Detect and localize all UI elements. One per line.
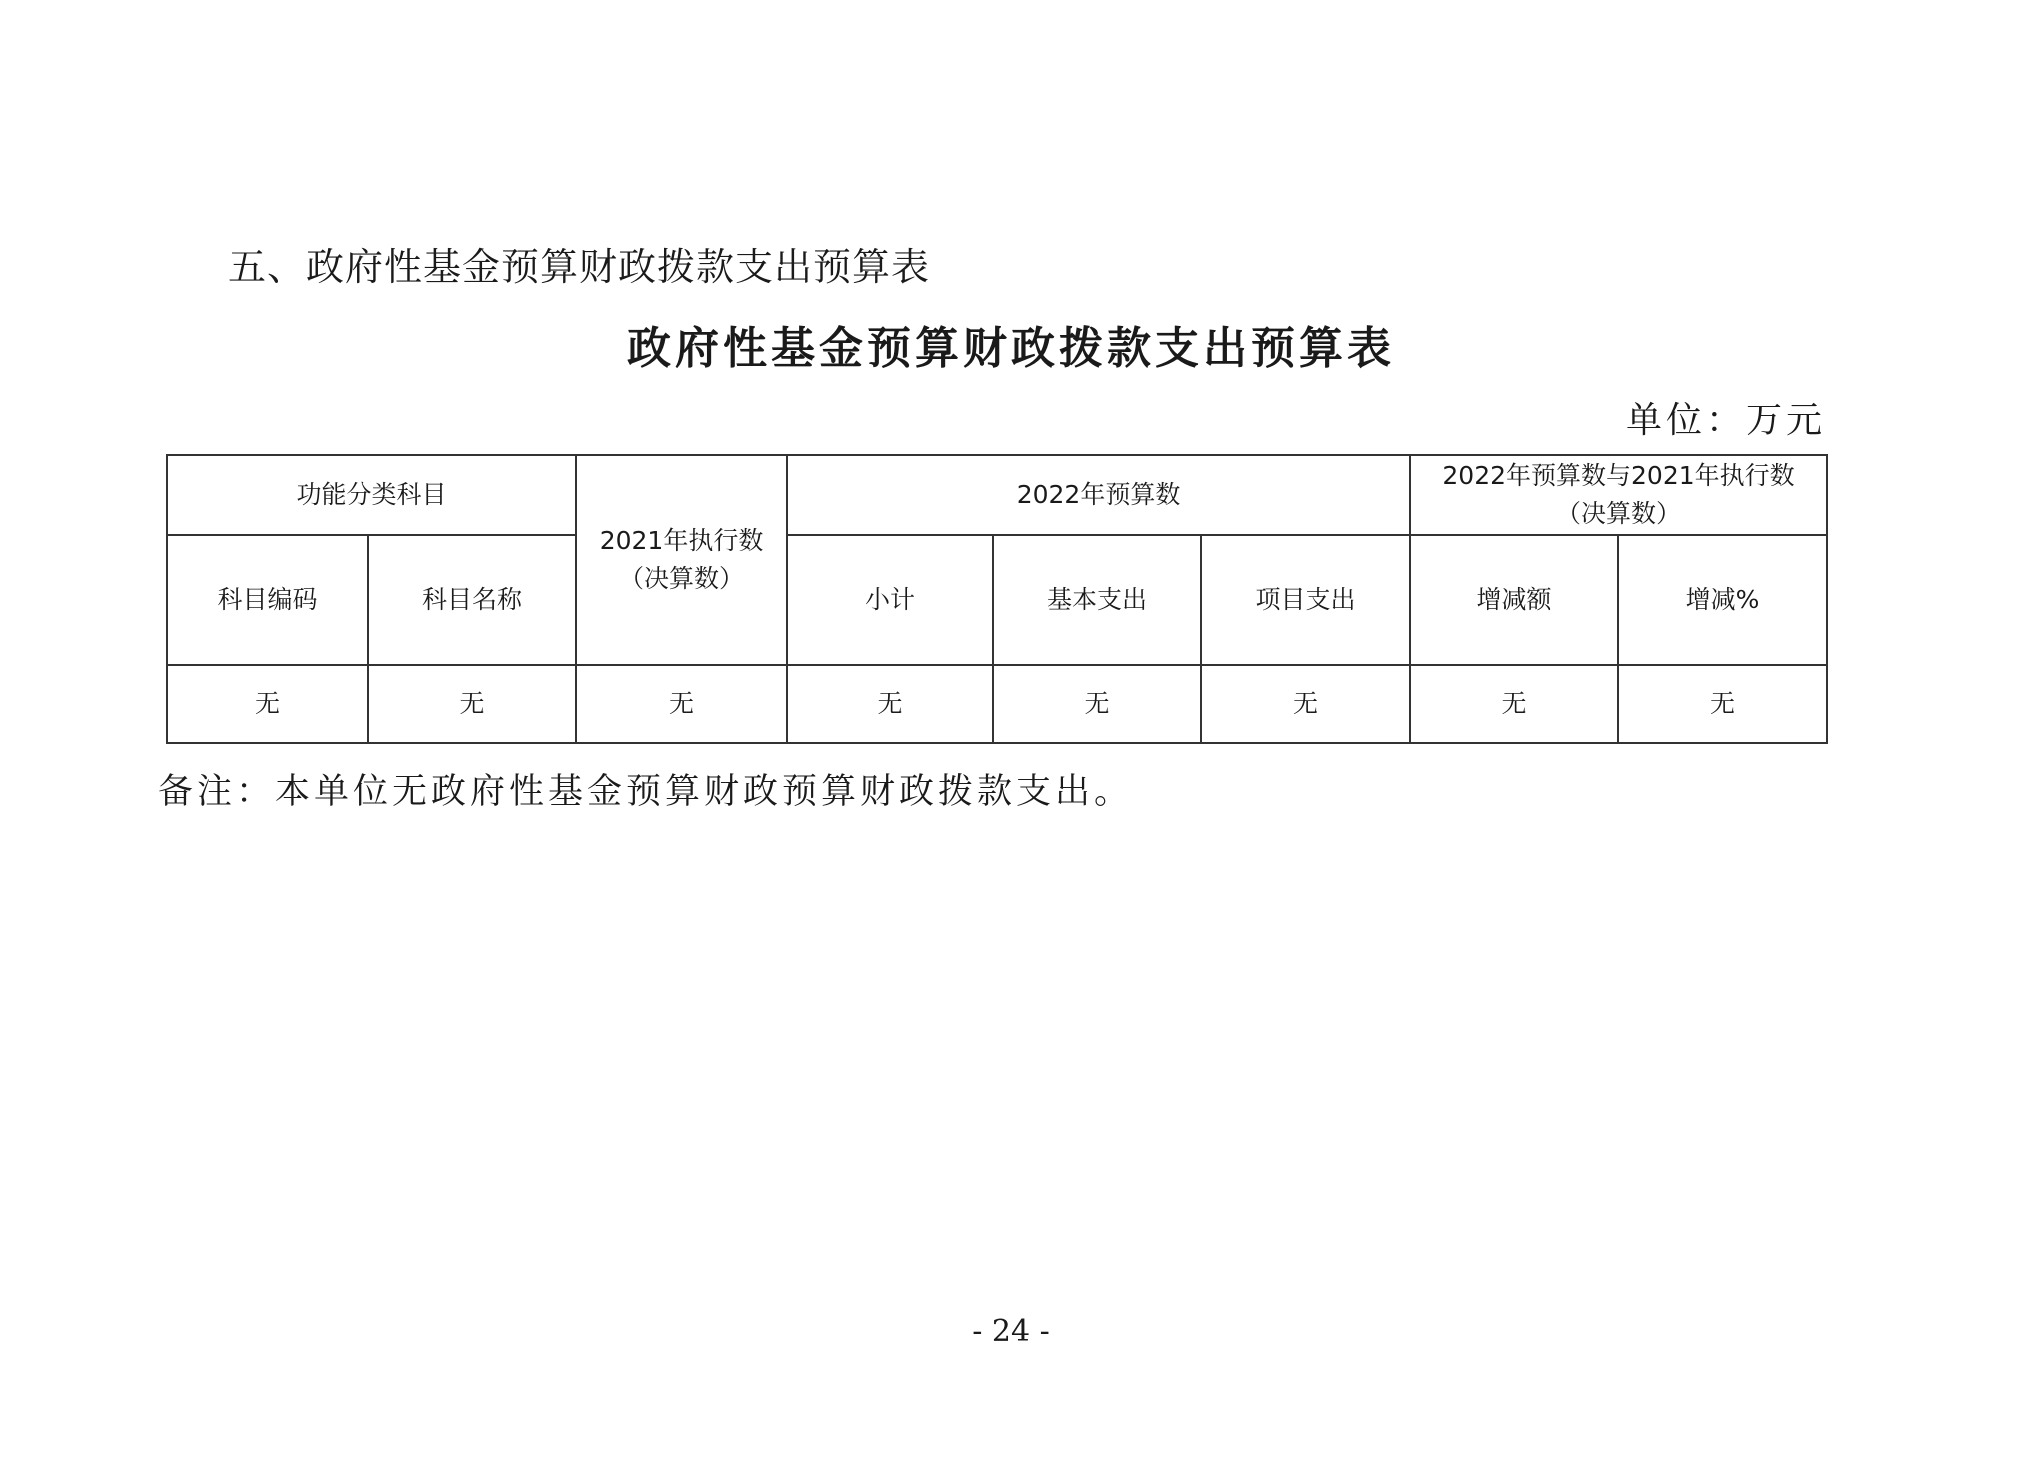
table-cell: 无 [1410,665,1618,743]
header-subject-name: 科目名称 [368,535,576,665]
table-cell: 无 [167,665,368,743]
table-title: 政府性基金预算财政拨款支出预算表 [627,323,1395,374]
header-2021-execution-line1: 2021年执行数 [599,526,764,555]
header-project-expenditure: 项目支出 [1201,535,1410,665]
table-row [167,665,1827,743]
header-subject-code: 科目编码 [167,535,368,665]
header-comparison-line1: 2022年预算数与2021年执行数 [1442,461,1795,490]
unit-label: 单位：万元 [1625,400,1826,441]
table-cell: 无 [1618,665,1827,743]
header-row-2 [167,535,1827,665]
header-change-amount: 增减额 [1410,535,1618,665]
header-2022-budget: 2022年预算数 [787,455,1410,535]
section-heading: 五、政府性基金预算财政拨款支出预算表 [228,245,931,289]
table-cell: 无 [1201,665,1410,743]
header-2021-execution-line2: （决算数） [619,564,745,593]
table-cell: 无 [368,665,576,743]
header-comparison-line2: （决算数） [1556,499,1682,528]
table-cell: 无 [787,665,993,743]
header-basic-expenditure: 基本支出 [993,535,1201,665]
remarks-note: 备注：本单位无政府性基金预算财政预算财政拨款支出。 [158,772,1134,812]
header-comparison [1410,455,1827,535]
budget-table [166,454,1828,744]
header-subtotal: 小计 [787,535,993,665]
table-cell: 无 [993,665,1201,743]
header-2021-execution [576,455,787,665]
header-functional-classification: 功能分类科目 [167,455,576,535]
page-number: - 24 - [972,1314,1050,1349]
header-row-1 [167,455,1827,535]
table-cell: 无 [576,665,787,743]
header-change-percent: 增减% [1618,535,1827,665]
